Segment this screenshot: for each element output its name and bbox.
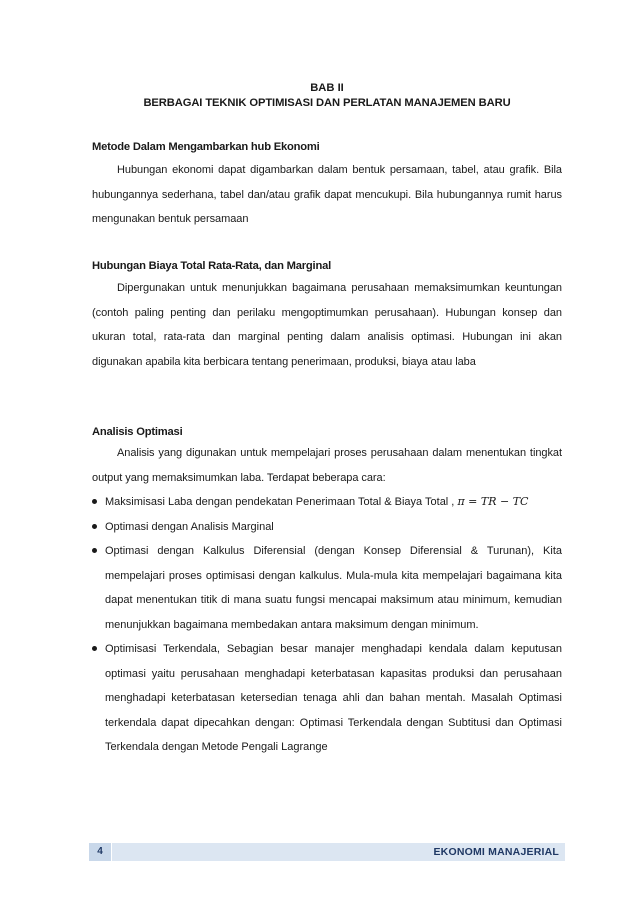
section-heading-hubungan-biaya: Hubungan Biaya Total Rata-Rata, dan Marginal xyxy=(92,260,332,272)
section-paragraph-metode: Hubungan ekonomi dapat digambarkan dalam bentuk persamaan, tabel, atau grafik. Bila hubungannya sederhana, tabel dan/atau grafik dapat mencukupi. Bila hubungannya rumit harus mengunakan bentuk persamaan xyxy=(92,164,562,225)
section-heading-metode: Metode Dalam Mengambarkan hub Ekonomi xyxy=(92,141,320,153)
section-heading-analisis-optimasi: Analisis Optimasi xyxy=(92,426,183,438)
chapter-subtitle: BERBAGAI TEKNIK OPTIMISASI DAN PERLATAN MANAJEMEN BARU xyxy=(143,97,511,109)
list-item-text: Maksimisasi Laba dengan pendekatan Penerimaan Total & Biaya Total , xyxy=(105,496,455,508)
footer-title: EKONOMI MANAJERIAL xyxy=(433,846,559,858)
list-item xyxy=(92,539,562,637)
page-footer xyxy=(89,843,565,861)
list-item xyxy=(92,515,562,540)
bullet-dot xyxy=(92,524,97,529)
chapter-title: BAB II xyxy=(310,82,344,94)
section-paragraph-hubungan-biaya: Dipergunakan untuk menunjukkan bagaimana perusahaan memaksimumkan keuntungan (contoh paling penting dan perilaku mengoptimumkan perusahaan). Hubungan konsep dan ukuran total, rata-rata dan marginal penting dalam analisis optimasi. Hubungan ini akan digunakan apabila kita berbicara tentang penerimaan, produksi, biaya atau laba xyxy=(92,282,562,368)
list-item-text: Optimasi dengan Analisis Marginal xyxy=(105,520,274,533)
bullet-dot xyxy=(92,646,97,651)
bullet-dot xyxy=(92,548,97,553)
profit-formula: π = TR − TC xyxy=(457,495,529,508)
list-item-text: Optimasi dengan Kalkulus Diferensial (dengan Konsep Diferensial & Turunan), Kita mempelajari proses optimisasi dengan kalkulus. Mula-mula kita mempelajari bagaimana kita dapat menentukan titik di mana suatu fungsi mencapai maksimum atau minimum, kemudian menunjukkan bagaimana membedakan antara maksimum dengan minimum. xyxy=(105,545,562,631)
list-item xyxy=(92,490,562,515)
list-item-text: Optimisasi Terkendala, Sebagian besar manajer menghadapi kendala dalam keputusan optimasi yaitu perusahaan menghadapi keterbatasan kapasitas produksi dan perusahaan menghadapi keterbatasan ketersedian tenaga ahli dan bahan mentah. Masalah Optimasi terkendala dapat dipecahkan dengan: Optimasi Terkendala dengan Subtitusi dan Optimasi Terkendala dengan Metode Pengali Lagrange xyxy=(105,643,562,753)
section-paragraph-analisis-optimasi: Analisis yang digunakan untuk mempelajari proses perusahaan dalam menentukan tingkat output yang memaksimumkan laba. Terdapat beberapa cara: xyxy=(92,447,562,484)
optimization-methods-list xyxy=(92,490,562,760)
page-number: 4 xyxy=(89,843,112,861)
list-item xyxy=(92,637,562,760)
bullet-dot xyxy=(92,499,97,504)
